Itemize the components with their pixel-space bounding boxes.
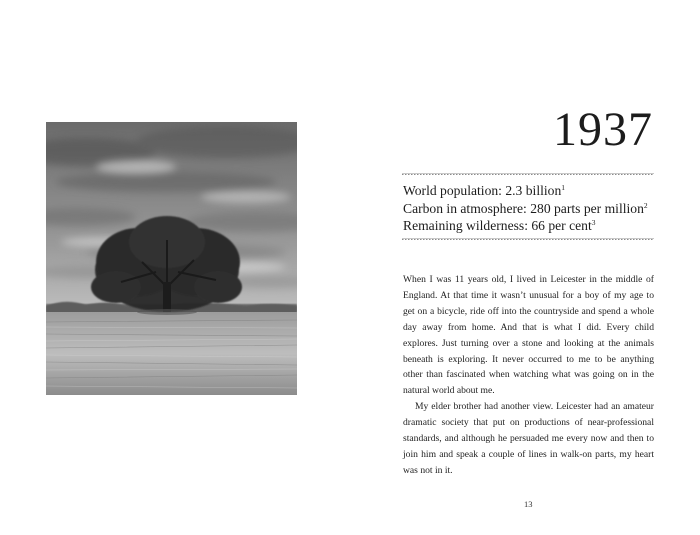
decorative-rule-bottom (402, 238, 654, 243)
stat-remaining-wilderness: Remaining wilderness: 66 per cent$^3$ (403, 218, 596, 233)
oak-tree-photo (46, 122, 297, 395)
footnote-marker: 3 (591, 218, 596, 227)
world-stats (403, 182, 655, 235)
paragraph: When I was 11 years old, I lived in Leicester in the middle of England. At that time it wasn’t unusual for a boy of my age to get on a bicycle, ride off into the countryside and spend a whole day away from home. And that is what I did. Every child explores. Just turning over a stone and looking at the animals beneath is exploring. It never occurred to me to be anything other than fascinated when watching what was going on in the natural world about me. (403, 274, 654, 397)
body-text (403, 272, 654, 479)
stat-carbon-atmosphere: Carbon in atmosphere: 280 parts per million$^2$ (403, 200, 648, 216)
page-number: 13 (524, 499, 533, 509)
decorative-rule-top (402, 173, 654, 178)
stat-world-population: World population: 2.3 billion$^1$ (403, 183, 565, 198)
year-heading: 1937 (553, 103, 653, 156)
footnote-marker: 2 (643, 200, 648, 210)
paragraph: My elder brother had another view. Leicester had an amateur dramatic society that put on productions of near-professional standards, and although he persuaded me every now and then to join him and speak a couple of lines in walk-on parts, my heart was not in it. (403, 401, 654, 476)
footnote-marker: 1 (561, 183, 565, 192)
oak-tree-field-illustration (46, 122, 297, 395)
